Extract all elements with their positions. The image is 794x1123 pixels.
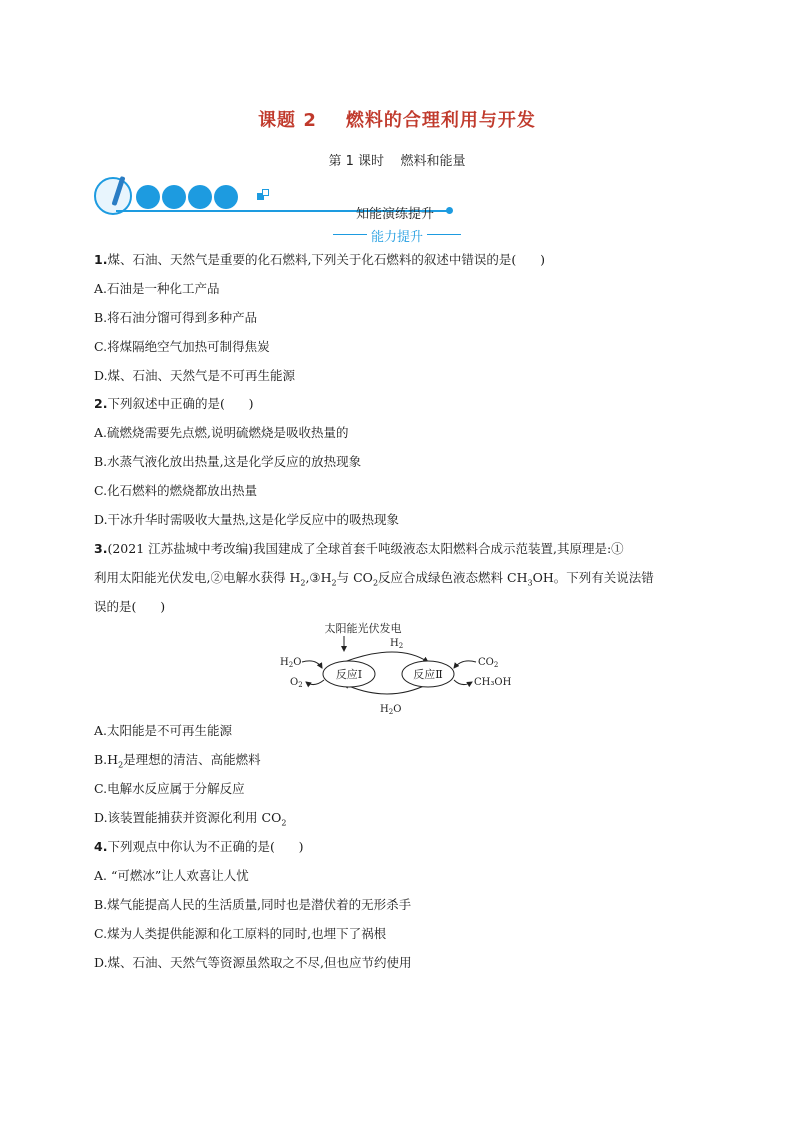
- option: C.化石燃料的燃烧都放出热量: [94, 483, 258, 498]
- option: D.煤、石油、天然气是不可再生能源: [94, 368, 296, 383]
- decor-dot: [188, 185, 212, 209]
- option: C.煤为人类提供能源和化工原料的同时,也埋下了祸根: [94, 926, 387, 941]
- rule-right: [427, 234, 461, 235]
- section-label: 知能演练提升: [356, 207, 435, 222]
- decor-dot: [136, 185, 160, 209]
- option: A.石油是一种化工产品: [94, 281, 220, 296]
- option: $B.H_2$是理想的清洁、高能燃料: [94, 752, 261, 770]
- option: B.水蒸气液化放出热量,这是化学反应的放热现象: [94, 454, 362, 469]
- diagram-h2o-bottom-label: $H_2O$: [380, 704, 402, 716]
- diagram-ch3oh-label: CH₃OH: [474, 677, 512, 688]
- page-subtitle: 第 1 课时 燃料和能量: [328, 154, 466, 169]
- reaction-diagram: [278, 620, 518, 720]
- diagram-co2-label: $CO_2$: [478, 657, 499, 669]
- reaction-2-label: 反应Ⅱ: [413, 668, 443, 681]
- question-2-stem: 2.下列叙述中正确的是( ): [94, 396, 254, 411]
- option: B.将石油分馏可得到多种产品: [94, 310, 258, 325]
- option: A. “可燃冰”让人欢喜让人忧: [94, 868, 249, 883]
- decor-dot: [162, 185, 186, 209]
- question-3-stem-line3: 误的是( ): [94, 599, 166, 614]
- question-3-stem: 3.(2021 江苏盐城中考改编)我国建成了全球首套千吨级液态太阳燃料合成示范装置,其原理是:①: [94, 541, 624, 556]
- option: B.煤气能提高人民的生活质量,同时也是潜伏着的无形杀手: [94, 897, 412, 912]
- option: C.将煤隔绝空气加热可制得焦炭: [94, 339, 270, 354]
- diagram-top-label: 太阳能光伏发电: [324, 622, 402, 635]
- option: A.太阳能是不可再生能源: [94, 723, 233, 738]
- decor-square: [262, 189, 269, 196]
- question-3-stem-line2: 利用太阳能光伏发电,②电解水获得 $H_2,③H_2$与 $CO_2$反应合成绿色液态燃料 $CH_3OH$。下列有关说法错: [94, 570, 654, 588]
- question-4-stem: 4.下列观点中你认为不正确的是( ): [94, 839, 304, 854]
- diagram-o2-label: $O_2$: [290, 677, 303, 689]
- diagram-h2-label: $H_2$: [390, 638, 404, 650]
- option: D.干冰升华时需吸收大量热,这是化学反应中的吸热现象: [94, 512, 400, 527]
- option: C.电解水反应属于分解反应: [94, 781, 245, 796]
- reaction-1-label: 反应Ⅰ: [335, 668, 363, 681]
- decor-dot: [214, 185, 238, 209]
- option: D.该装置能捕获并资源化利用 $CO_2$: [94, 810, 287, 828]
- diagram-h2o-left-label: $H_2O$: [280, 657, 302, 669]
- option: A.硫燃烧需要先点燃,说明硫燃烧是吸收热量的: [94, 425, 349, 440]
- option: D.煤、石油、天然气等资源虽然取之不尽,但也应节约使用: [94, 955, 412, 970]
- question-1-stem: 1.煤、石油、天然气是重要的化石燃料,下列关于化石燃料的叙述中错误的是( ): [94, 252, 546, 267]
- page-title: 课题 2 燃料的合理利用与开发: [258, 110, 536, 131]
- subsection-label: 能力提升: [370, 230, 423, 245]
- banner-dot: [446, 207, 453, 214]
